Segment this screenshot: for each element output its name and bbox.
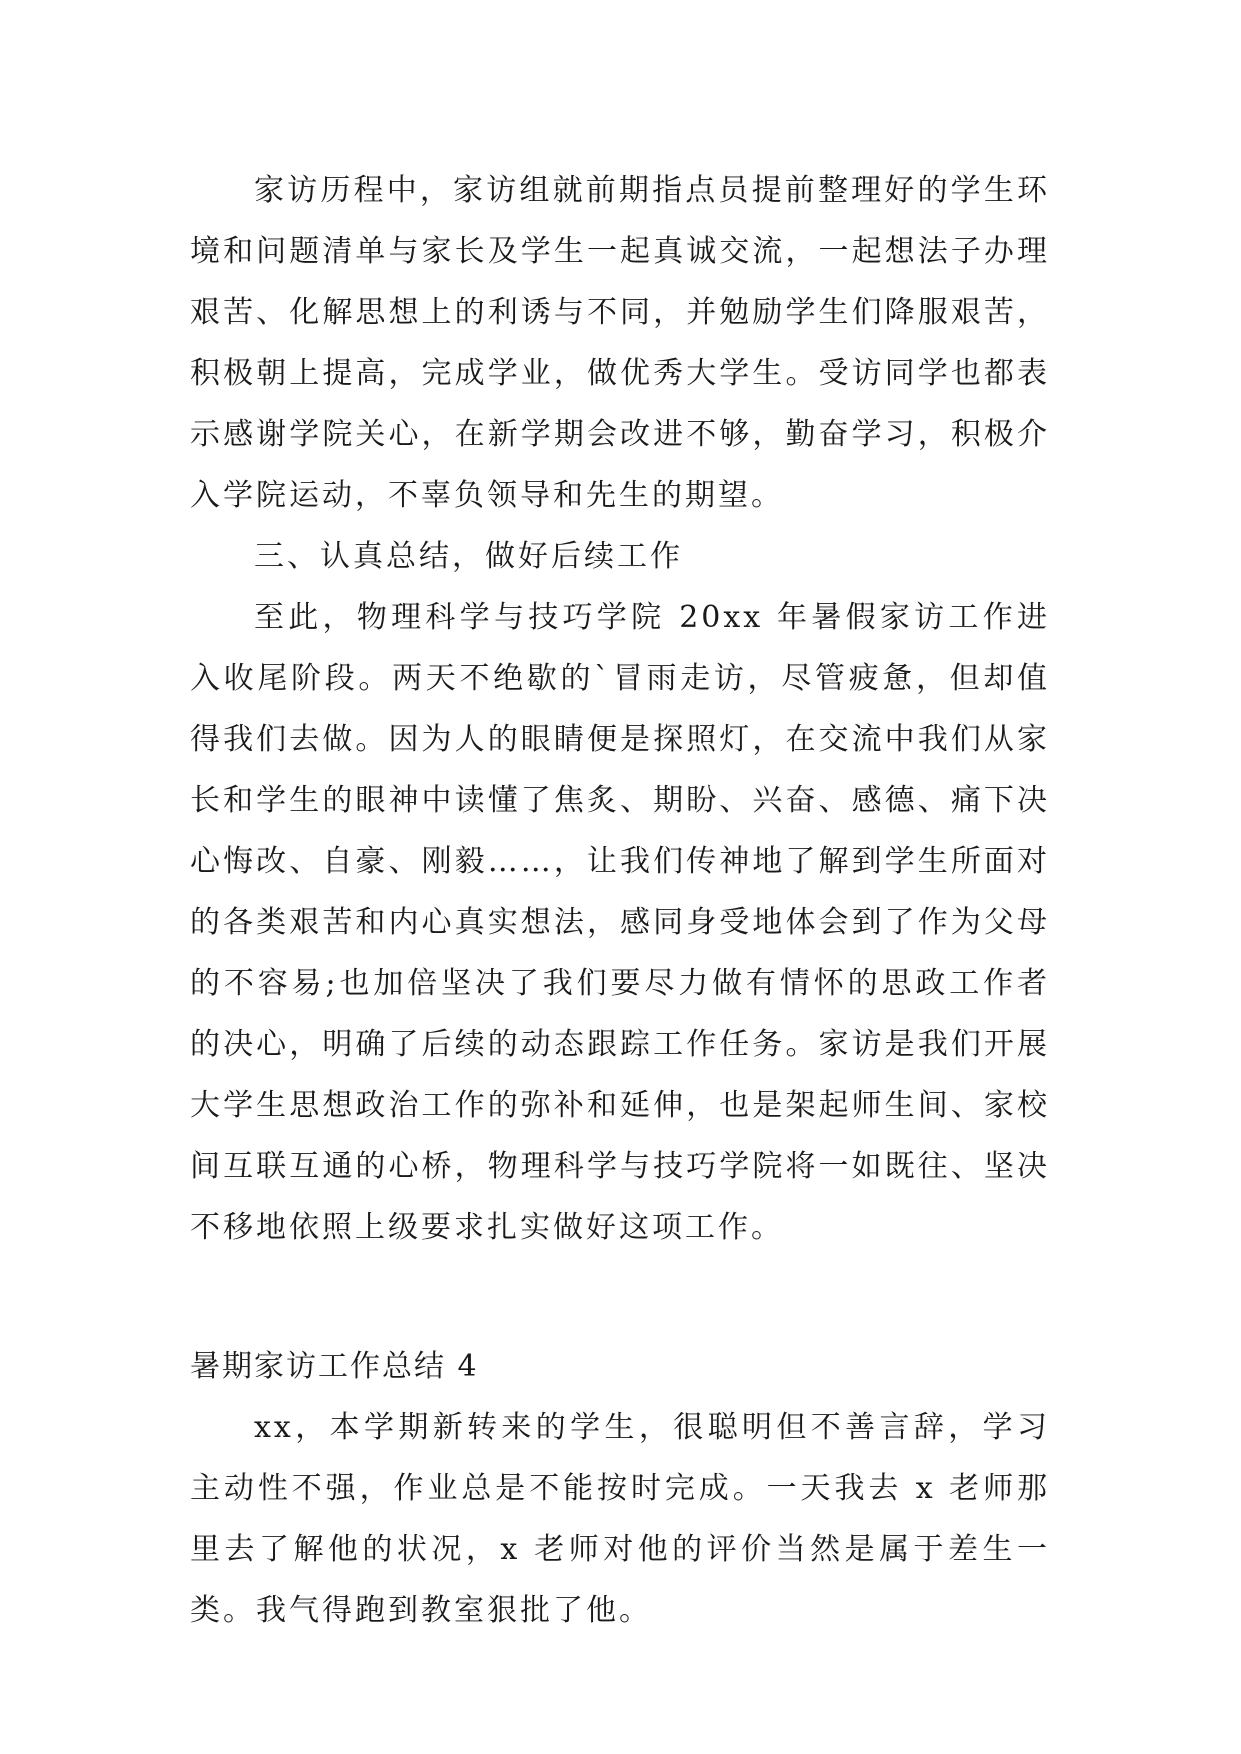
paragraph-home-visit-process: 家访历程中，家访组就前期指点员提前整理好的学生环境和问题清单与家长及学生一起真诚交流，一起想法子办理艰苦、化解思想上的利诱与不同，并勉励学生们降服艰苦，积极朝上提高，完成学业，做优秀大学生。受访同学也都表示感谢学院关心，在新学期会改进不够，勤奋学习，积极介入学院运动，不辜负领导和先生的期望。: [190, 173, 1050, 513]
subheading-summary-follow-up: 三、认真总结，做好后续工作: [254, 539, 683, 574]
section-title: 暑期家访工作总结 4: [190, 1349, 479, 1384]
paragraph-conclusion: 至此，物理科学与技巧学院 20xx 年暑假家访工作进入收尾阶段。两天不绝歇的`冒雨走访，尽管疲惫，但却值得我们去做。因为人的眼睛便是探照灯，在交流中我们从家长和学生的眼神中读懂了焦炙、期盼、兴奋、感德、痛下决心悔改、自豪、刚毅……，让我们传神地了解到学生所面对的各类艰苦和内心真实想法，感同身受地体会到了作为父母的不容易;也加倍坚决了我们要尽力做有情怀的思政工作者的决心，明确了后续的动态跟踪工作任务。家访是我们开展大学生思想政治工作的弥补和延伸，也是架起师生间、家校间互联互通的心桥，物理科学与技巧学院将一如既往、坚决不移地依照上级要求扎实做好这项工作。: [190, 600, 1050, 1245]
document-body: [190, 160, 1050, 1641]
section-spacer: [190, 1258, 1050, 1336]
paragraph-student-story: xx，本学期新转来的学生，很聪明但不善言辞，学习主动性不强，作业总是不能按时完成。一天我去 x 老师那里去了解他的状况，x 老师对他的评价当然是属于差生一类。我气得跑到教室狠批了他。: [190, 1410, 1050, 1628]
